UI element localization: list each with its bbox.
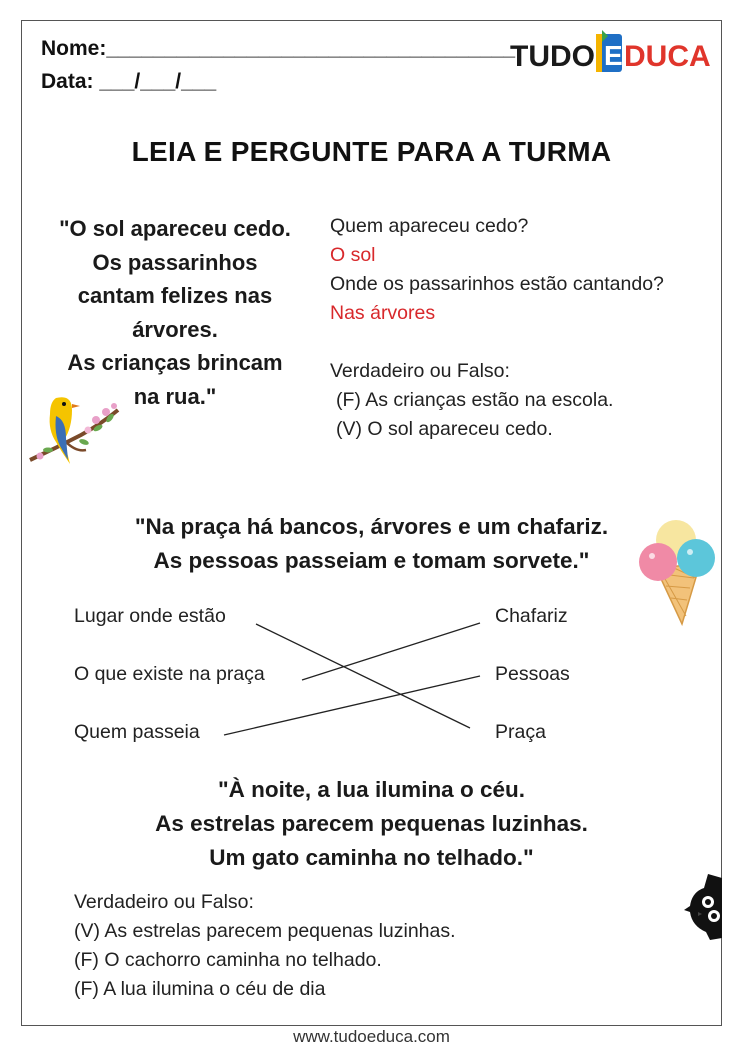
passage-2-line: As pessoas passeiam e tomam sorvete." bbox=[153, 548, 590, 573]
match-right-item: Chafariz bbox=[495, 605, 568, 627]
page-title: LEIA E PERGUNTE PARA A TURMA bbox=[131, 136, 612, 167]
true-false-title-1: Verdadeiro ou Falso: bbox=[330, 360, 510, 382]
answer-1: O sol bbox=[330, 244, 376, 266]
match-left-item: O que existe na praça bbox=[74, 663, 265, 685]
true-false-item: (V) O sol apareceu cedo. bbox=[336, 418, 553, 440]
logo-text-tudo: TUDO bbox=[510, 40, 595, 73]
date-field-label: Data: ___/___/___ bbox=[41, 70, 217, 93]
passage-1-line: na rua." bbox=[133, 383, 217, 409]
match-line bbox=[302, 623, 480, 680]
question-2: Onde os passarinhos estão cantando? bbox=[330, 273, 664, 295]
match-line bbox=[224, 676, 480, 735]
passage-3-line: As estrelas parecem pequenas luzinhas. bbox=[155, 811, 588, 836]
passage-3 bbox=[0, 773, 743, 875]
black-cat-icon bbox=[684, 872, 722, 940]
true-false-item: (V) As estrelas parecem pequenas luzinhas. bbox=[74, 920, 456, 942]
question-1: Quem apareceu cedo? bbox=[330, 215, 529, 237]
true-false-item: (F) As crianças estão na escola. bbox=[336, 389, 614, 411]
logo-text-duca: DUCA bbox=[624, 40, 711, 73]
match-left-item: Lugar onde estão bbox=[74, 605, 226, 627]
true-false-title-3: Verdadeiro ou Falso: bbox=[74, 891, 254, 913]
passage-3-line: Um gato caminha no telhado." bbox=[209, 845, 534, 870]
match-right-item: Pessoas bbox=[495, 663, 570, 685]
match-line bbox=[256, 624, 470, 728]
passage-1-line: As crianças brincam bbox=[67, 350, 283, 375]
passage-1-line: árvores. bbox=[132, 316, 218, 342]
answer-2: Nas árvores bbox=[330, 302, 436, 324]
logo-text-e: E bbox=[604, 40, 623, 71]
passage-2-line: "Na praça há bancos, árvores e um chafariz. bbox=[134, 514, 609, 539]
footer-url: www.tudoeduca.com bbox=[293, 1027, 450, 1046]
passage-1-line: cantam felizes nas bbox=[77, 283, 273, 308]
true-false-3 bbox=[74, 888, 456, 1004]
true-false-item: (F) O cachorro caminha no telhado. bbox=[74, 949, 382, 971]
match-right-item: Praça bbox=[495, 721, 546, 743]
true-false-item: (F) A lua ilumina o céu de dia bbox=[74, 978, 326, 1000]
name-field-label: Nome:___________________________________ bbox=[41, 37, 516, 60]
match-left-item: Quem passeia bbox=[74, 721, 200, 743]
passage-1-line: Os passarinhos bbox=[92, 249, 258, 275]
passage-3-line: "À noite, a lua ilumina o céu. bbox=[218, 777, 525, 802]
passage-1-line: "O sol apareceu cedo. bbox=[59, 216, 291, 241]
